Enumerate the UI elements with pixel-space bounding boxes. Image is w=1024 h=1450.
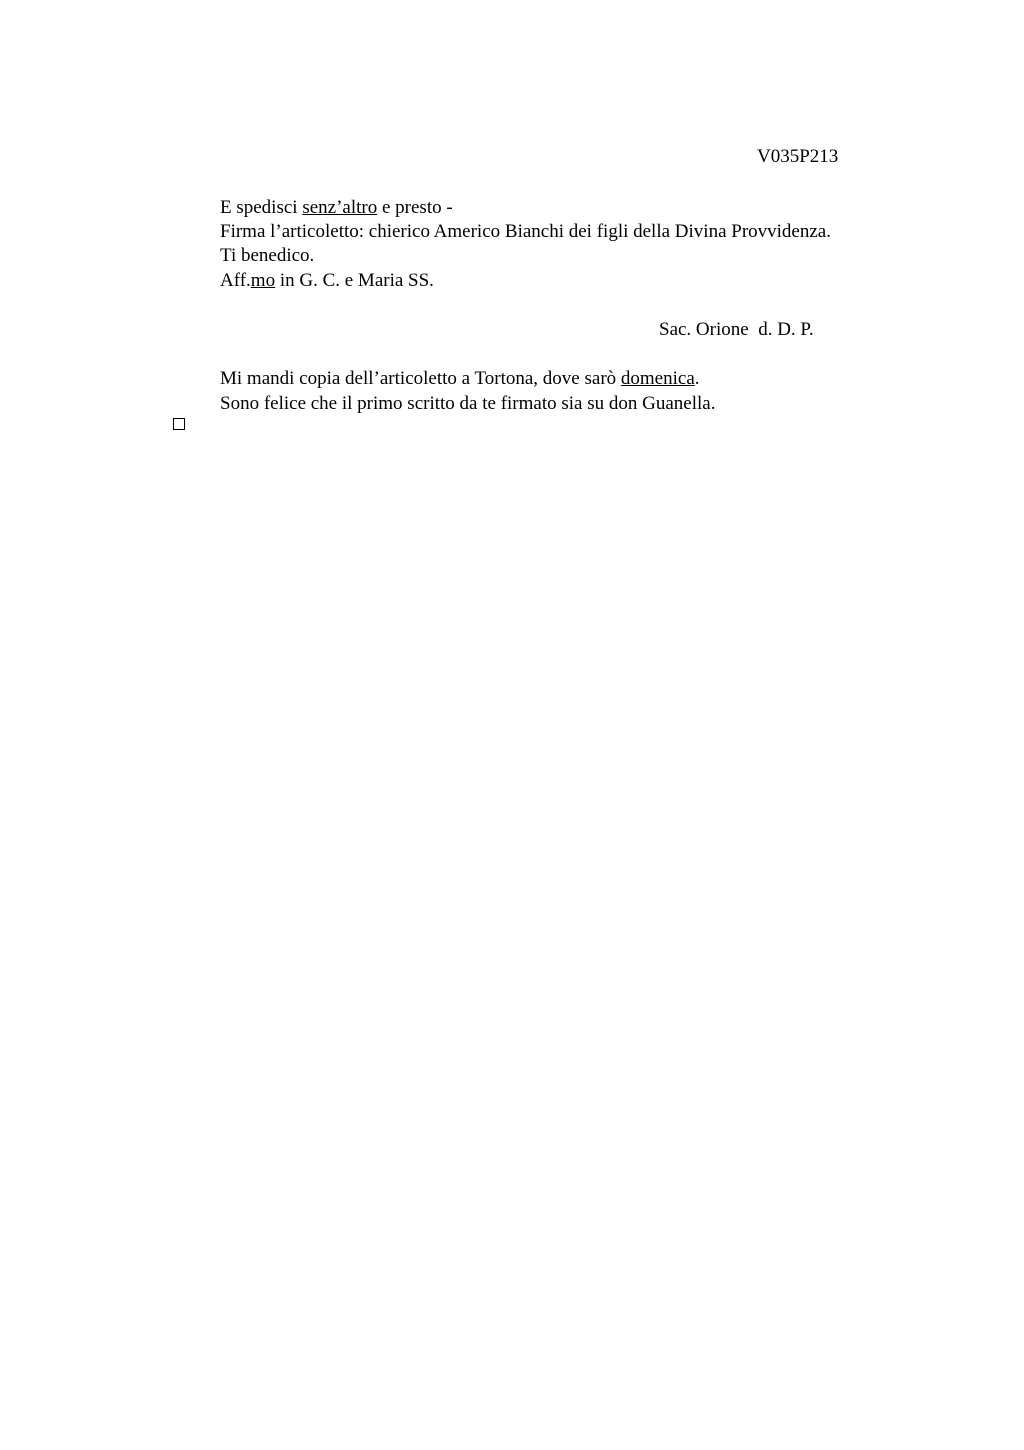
letter-line-1 <box>220 196 453 220</box>
postscript-line-1 <box>220 367 700 391</box>
text-segment: Aff. <box>220 270 251 291</box>
postscript-line-2: Sono felice che il primo scritto da te firmato sia su don Guanella. <box>220 393 716 414</box>
text-segment: E spedisci <box>220 197 303 218</box>
text-segment: e presto - <box>377 197 453 218</box>
document-reference: V035P213 <box>757 146 839 167</box>
text-segment: . <box>694 368 700 389</box>
signature: Sac. Orione d. D. P. <box>659 319 814 340</box>
letter-line-4 <box>220 269 434 293</box>
underlined-word: senz’altro <box>302 197 378 218</box>
empty-box-marker <box>173 418 185 430</box>
letter-line-2: Firma l’articoletto: chierico Americo Bianchi dei figli della Divina Provvidenza. <box>220 221 831 242</box>
underlined-word: domenica <box>620 368 695 389</box>
text-segment: Mi mandi copia dell’articoletto a Tortona, dove sarò <box>220 368 621 389</box>
underlined-word: mo <box>250 270 276 291</box>
text-segment: in G. C. e Maria SS. <box>275 270 434 291</box>
letter-line-3: Ti benedico. <box>220 245 315 266</box>
